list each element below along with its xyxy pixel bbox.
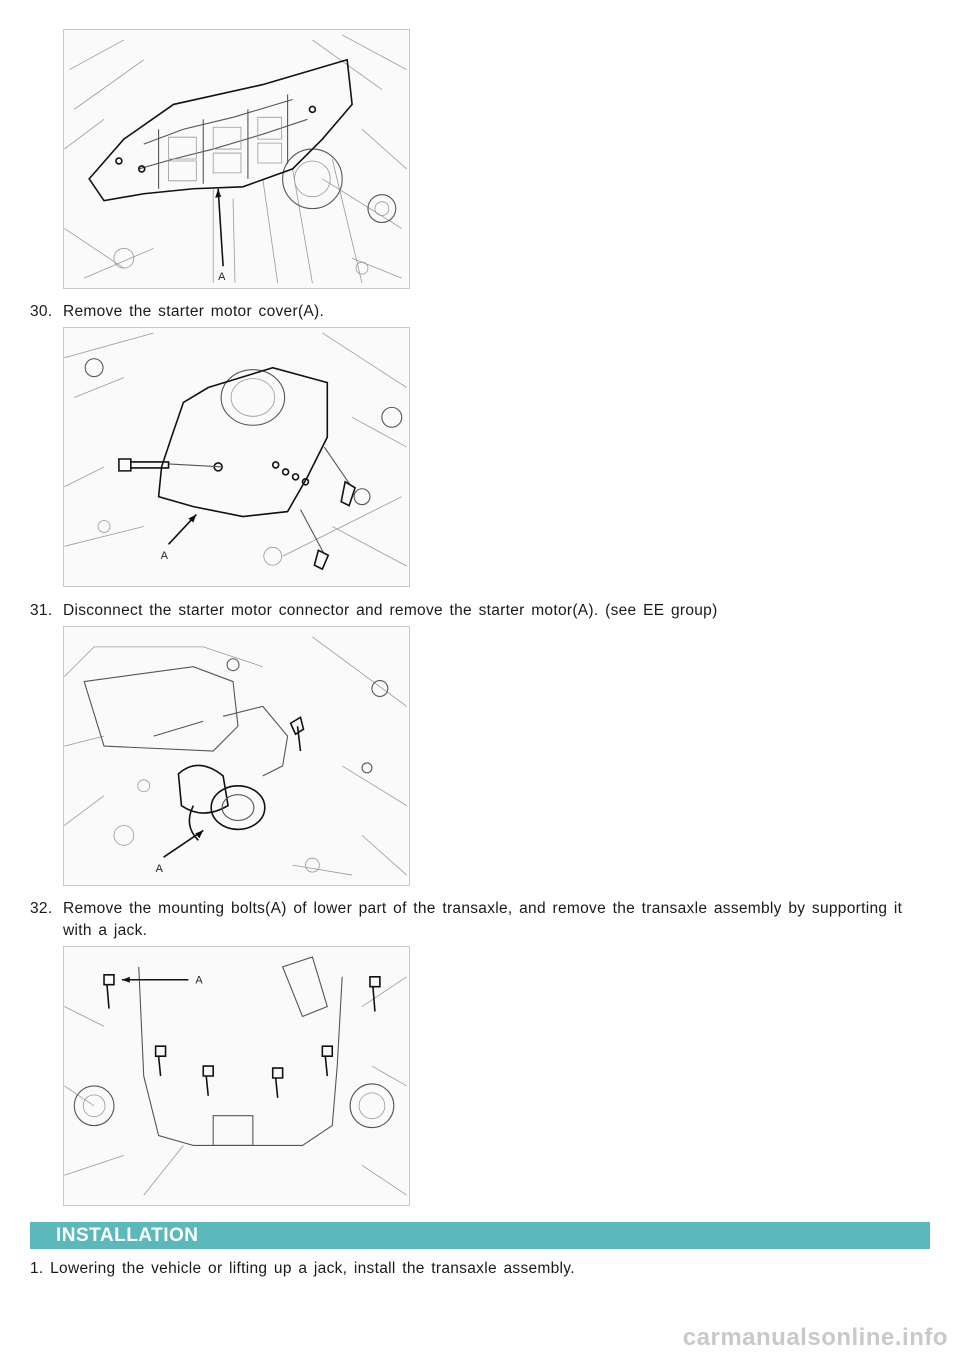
step-text: Remove the mounting bolts(A) of lower part of the transaxle, and remove the transaxle assembly by supporting it with a jack. xyxy=(63,900,903,939)
callout-label-a: A xyxy=(155,863,163,876)
section-title: INSTALLATION xyxy=(56,1225,199,1246)
installation-section-header xyxy=(30,1222,930,1249)
step-number: 31. xyxy=(30,602,53,619)
step-text: Remove the starter motor cover(A). xyxy=(63,303,325,320)
under-cover-illustration xyxy=(64,30,409,288)
step-31 xyxy=(30,600,910,622)
step-number: 1. xyxy=(30,1260,44,1277)
callout-label-a: A xyxy=(160,550,168,563)
step-text: Disconnect the starter motor connector and remove the starter motor(A). (see EE group) xyxy=(63,602,718,619)
transaxle-bolts-illustration xyxy=(64,947,409,1205)
step-number: 32. xyxy=(30,900,53,917)
step-32 xyxy=(30,898,910,942)
callout-label-a: A xyxy=(195,974,203,987)
figure-transaxle-mounting-bolts xyxy=(63,946,410,1206)
figure-starter-motor xyxy=(63,626,410,886)
installation-step-1 xyxy=(30,1258,910,1280)
callout-label-a: A xyxy=(218,271,226,284)
watermark: carmanualsonline.info xyxy=(682,1324,948,1351)
starter-cover-illustration xyxy=(64,328,409,586)
figure-under-cover xyxy=(63,29,410,289)
starter-motor-illustration xyxy=(64,627,409,885)
step-30 xyxy=(30,301,910,323)
step-number: 30. xyxy=(30,303,53,320)
step-text: Lowering the vehicle or lifting up a jack, install the transaxle assembly. xyxy=(50,1260,575,1277)
figure-starter-motor-cover xyxy=(63,327,410,587)
